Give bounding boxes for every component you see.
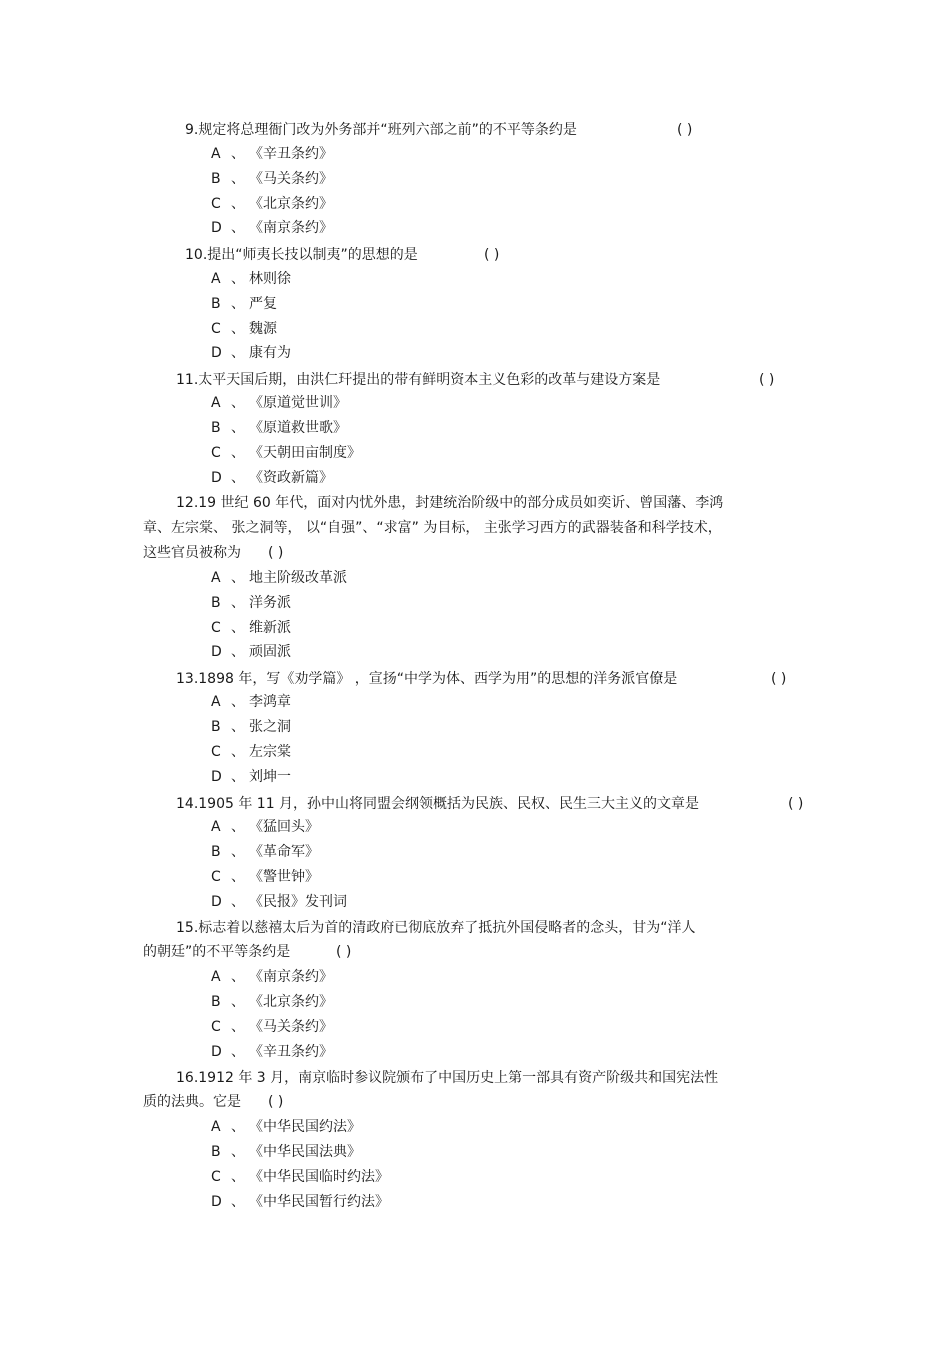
option-c: C 、 维新派: [211, 620, 291, 636]
question-stem: 11.太平天国后期，由洪仁玕提出的带有鲜明资本主义色彩的改革与建设方案是: [176, 372, 661, 388]
option-b: B 、 《中华民国法典》: [211, 1144, 361, 1160]
option-d: D 、 康有为: [211, 345, 291, 361]
answer-blank: ( ): [677, 122, 693, 138]
option-b: B 、 《马关条约》: [211, 171, 333, 187]
option-a: A 、 李鸿章: [211, 694, 291, 710]
answer-blank: ( ): [268, 545, 284, 561]
question-stem-line-1: 16.1912 年 3 月，南京临时参议院颁布了中国历史上第一部具有资产阶级共和国宪法性: [176, 1070, 719, 1086]
option-a: A 、 《猛回头》: [211, 819, 319, 835]
option-a: A 、 《南京条约》: [211, 969, 333, 985]
question-stem-line-2: 的朝廷”的不平等条约是: [143, 944, 291, 960]
option-d: D 、 《资政新篇》: [211, 470, 333, 486]
option-a: A 、 地主阶级改革派: [211, 570, 347, 586]
question-stem-line-1: 12.19 世纪 60 年代，面对内忧外患，封建统治阶级中的部分成员如奕䜣、曾国藩、李鸿: [176, 495, 724, 511]
option-a: A 、 《辛丑条约》: [211, 146, 333, 162]
answer-blank: ( ): [268, 1094, 284, 1110]
option-c: C 、 《警世钟》: [211, 869, 319, 885]
question-stem: 14.1905 年 11 月，孙中山将同盟会纲领概括为民族、民权、民生三大主义的文章是: [176, 796, 700, 812]
option-b: B 、 《革命军》: [211, 844, 319, 860]
option-d: D 、 顽固派: [211, 644, 291, 660]
option-c: C 、 《马关条约》: [211, 1019, 333, 1035]
question-stem-line-1: 15.标志着以慈禧太后为首的清政府已彻底放弃了抵抗外国侵略者的念头，甘为“洋人: [176, 920, 696, 936]
option-c: C 、 《天朝田亩制度》: [211, 445, 361, 461]
option-d: D 、 刘坤一: [211, 769, 291, 785]
option-c: C 、 《中华民国临时约法》: [211, 1169, 389, 1185]
option-c: C 、 《北京条约》: [211, 196, 333, 212]
option-d: D 、 《辛丑条约》: [211, 1044, 333, 1060]
question-stem: 13.1898 年，写《劝学篇》 ，宣扬“中学为体、西学为用”的思想的洋务派官僚是: [176, 671, 678, 687]
answer-blank: ( ): [336, 944, 352, 960]
question-stem: 10.提出“师夷长技以制夷”的思想的是: [185, 247, 418, 263]
question-stem-line-2: 章、左宗棠、 张之洞等， 以“自强”、“求富” 为目标， 主张学习西方的武器装备和科学技术，: [143, 520, 722, 536]
option-a: A 、 《中华民国约法》: [211, 1119, 361, 1135]
question-stem-line-2: 质的法典。它是: [143, 1094, 241, 1110]
option-b: B 、 洋务派: [211, 595, 291, 611]
answer-blank: ( ): [771, 671, 787, 687]
option-b: B 、 《北京条约》: [211, 994, 333, 1010]
answer-blank: ( ): [759, 372, 775, 388]
option-a: A 、 《原道觉世训》: [211, 395, 347, 411]
option-b: B 、 《原道救世歌》: [211, 420, 347, 436]
option-d: D 、 《民报》发刊词: [211, 894, 347, 910]
question-stem: 9.规定将总理衙门改为外务部并“班列六部之前”的不平等条约是: [185, 122, 577, 138]
answer-blank: ( ): [484, 247, 500, 263]
question-stem-line-3: 这些官员被称为: [143, 545, 241, 561]
answer-blank: ( ): [788, 796, 804, 812]
option-b: B 、 张之洞: [211, 719, 291, 735]
option-d: D 、 《南京条约》: [211, 220, 333, 236]
option-a: A 、 林则徐: [211, 271, 291, 287]
option-d: D 、 《中华民国暂行约法》: [211, 1194, 389, 1210]
option-c: C 、 魏源: [211, 321, 277, 337]
option-c: C 、 左宗棠: [211, 744, 291, 760]
option-b: B 、 严复: [211, 296, 277, 312]
